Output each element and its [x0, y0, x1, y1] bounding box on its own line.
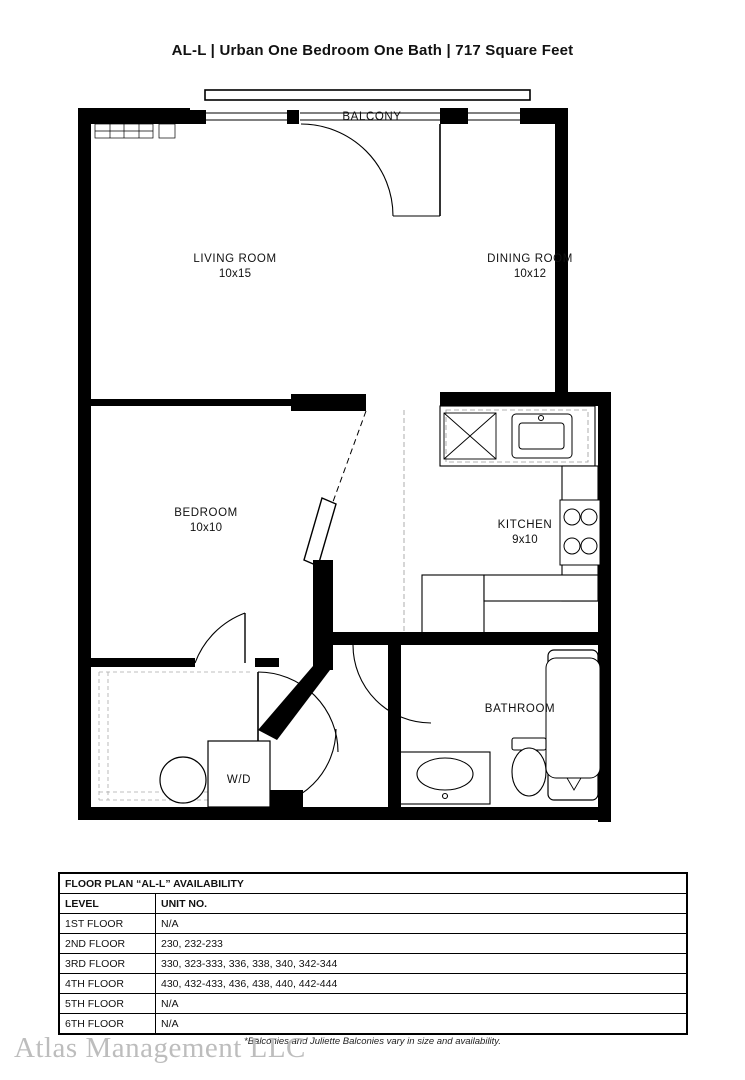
room-label-living-room: LIVING ROOM 10x15 — [193, 253, 277, 280]
cell-level: 5TH FLOOR — [60, 994, 156, 1014]
cell-units: N/A — [156, 914, 687, 934]
cell-level: 4TH FLOOR — [60, 974, 156, 994]
floor-plan-drawing — [0, 80, 745, 840]
column-header-unit-no: UNIT NO. — [156, 894, 687, 914]
room-label-kitchen: KITCHEN 9x10 — [497, 519, 553, 546]
cell-units: 430, 432-433, 436, 438, 440, 442-444 — [156, 974, 687, 994]
availability-title: FLOOR PLAN “AL-L” AVAILABILITY — [60, 874, 687, 894]
table-row — [60, 954, 687, 974]
cell-units: 230, 232-233 — [156, 934, 687, 954]
room-label-bathroom: BATHROOM — [484, 703, 556, 715]
table-row — [60, 934, 687, 954]
cell-units: N/A — [156, 1014, 687, 1034]
watermark: Atlas Management LLC — [14, 1032, 306, 1064]
cell-level: 6TH FLOOR — [60, 1014, 156, 1034]
cell-level: 2ND FLOOR — [60, 934, 156, 954]
availability-title-row — [60, 874, 687, 894]
availability-table — [58, 872, 688, 1035]
room-label-balcony: BALCONY — [342, 111, 402, 123]
table-row — [60, 914, 687, 934]
cell-units: N/A — [156, 994, 687, 1014]
room-label-washer-dryer: W/D — [226, 774, 252, 786]
column-header-level: LEVEL — [60, 894, 156, 914]
table-row — [60, 974, 687, 994]
footnote: *Balconies and Juliette Balconies vary in size and availability. — [244, 1036, 501, 1047]
cell-units: 330, 323-333, 336, 338, 340, 342-344 — [156, 954, 687, 974]
cell-level: 3RD FLOOR — [60, 954, 156, 974]
cell-level: 1ST FLOOR — [60, 914, 156, 934]
availability-header-row — [60, 894, 687, 914]
page-title: AL-L | Urban One Bedroom One Bath | 717 Square Feet — [171, 42, 574, 59]
table-row — [60, 1014, 687, 1034]
table-row — [60, 994, 687, 1014]
room-label-bedroom: BEDROOM 10x10 — [174, 507, 238, 534]
room-label-dining-room: DINING ROOM 10x12 — [487, 253, 573, 280]
